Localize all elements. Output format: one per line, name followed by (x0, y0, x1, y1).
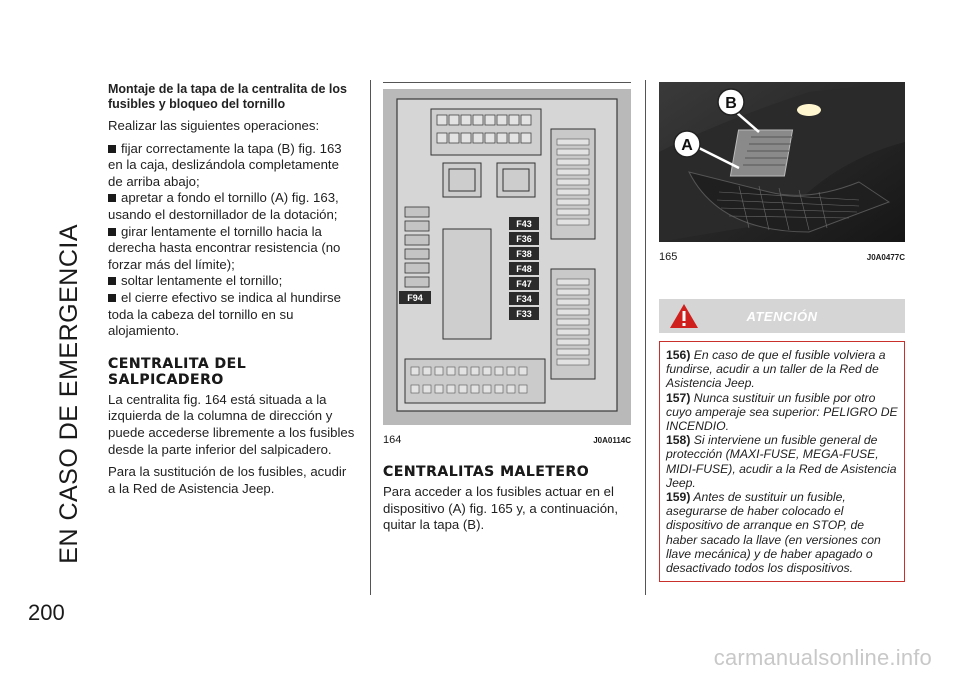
warning-item: 157) Nunca sustituir un fusible por otro cuyo amperaje sea superior: PELIGRO DE INCENDIO. (666, 390, 898, 434)
list-item: fijar correctamente la tapa (B) fig. 163 en la caja, deslizándola completamente de arriba abajo; (108, 140, 342, 189)
list-item: el cierre efectivo se indica al hundirse toda la cabeza del tornillo en su alojamiento. (108, 289, 341, 339)
figure-code: J0A0114C (593, 436, 631, 445)
callout-label-a: A (681, 137, 693, 154)
figure-code: J0A0477C (866, 253, 905, 262)
column-divider-2 (645, 80, 646, 595)
figure-164-caption (383, 434, 631, 446)
fuse-label: F47 (516, 279, 532, 289)
watermark: carmanualsonline.info (713, 645, 932, 670)
square-bullet-icon (108, 145, 116, 153)
fuse-label: F34 (516, 294, 532, 304)
warning-item: 156) En caso de que el fusible volviera a fundirse, acudir a un taller de la Red de Asistencia Jeep. (666, 348, 886, 391)
fuse-label: F43 (516, 219, 532, 229)
figure-number: 165 (659, 251, 678, 263)
column-2 (383, 82, 631, 540)
fuse-label: F48 (516, 264, 532, 274)
square-bullet-icon (108, 194, 116, 202)
figure-165-caption (659, 251, 905, 263)
section-heading-dashboard: CENTRALITA DEL SALPICADERO (108, 355, 247, 388)
fuse-label: F38 (516, 249, 532, 259)
list-item: soltar lentamente el tornillo; (108, 273, 356, 290)
square-bullet-icon (108, 277, 116, 285)
fuse-labels-group (509, 217, 539, 320)
warning-item: 158) Si interviene un fusible general de protección (MAXI-FUSE, MEGA-FUSE, MIDI-FUSE), acudir a la Red de Asistencia Jeep. (666, 433, 897, 490)
list-item: apretar a fondo el tornillo (A) fig. 163, usando el destornillador de la dotación; (108, 190, 339, 222)
fuse-label: F36 (516, 234, 532, 244)
dashboard-paragraph: La centralita fig. 164 está situada a la izquierda de la columna de dirección y puede accederse libremente a los fusibles desde la parte inferior del salpicadero. (108, 391, 355, 457)
list-item: girar lentamente el tornillo hacia la derecha hasta encontrar resistencia (no forzar más del límite); (108, 223, 341, 272)
trunk-paragraph: Para acceder a los fusibles actuar en el dispositivo (A) fig. 165 y, a continuación, quitar la tapa (B). (383, 484, 619, 533)
page-number: 200 (28, 600, 65, 625)
intro-text: Realizar las siguientes operaciones: (108, 118, 320, 133)
trunk-fuse-photo (659, 82, 905, 242)
callout-label-b: B (725, 95, 737, 112)
chapter-title-text: EN CASO DE EMERGENCIA (54, 224, 83, 564)
chapter-side-title (52, 64, 86, 564)
steps-list (108, 141, 356, 340)
fuse-label: F33 (516, 309, 532, 319)
warning-box (659, 341, 905, 582)
fuse-label: F94 (407, 293, 423, 303)
square-bullet-icon (108, 228, 116, 236)
square-bullet-icon (108, 294, 116, 302)
fuse-box-drawing (383, 89, 631, 425)
figure-165 (659, 82, 905, 263)
column-1 (108, 82, 356, 503)
figure-164 (383, 82, 631, 446)
subheading-fuse-cover: Montaje de la tapa de la centralita de los fusibles y bloqueo del tornillo (108, 82, 347, 111)
warning-triangle-icon (669, 303, 699, 329)
column-divider-1 (370, 80, 371, 595)
figure-number: 164 (383, 434, 402, 446)
section-heading-trunk: CENTRALITAS MALETERO (383, 464, 590, 480)
figure-top-rule (383, 82, 631, 83)
column-3 (659, 82, 905, 582)
warning-title: ATENCIÓN (746, 308, 818, 324)
warning-item: 159) Antes de sustituir un fusible, asegurarse de haber colocado el dispositivo de arranque en STOP, de haber sacado la llave (en versiones con llave mecánica) y de haber apagado o desactivado todos los dispositivos. (666, 490, 881, 576)
service-paragraph: Para la sustitución de los fusibles, acudir a la Red de Asistencia Jeep. (108, 464, 347, 496)
warning-header (659, 299, 905, 333)
